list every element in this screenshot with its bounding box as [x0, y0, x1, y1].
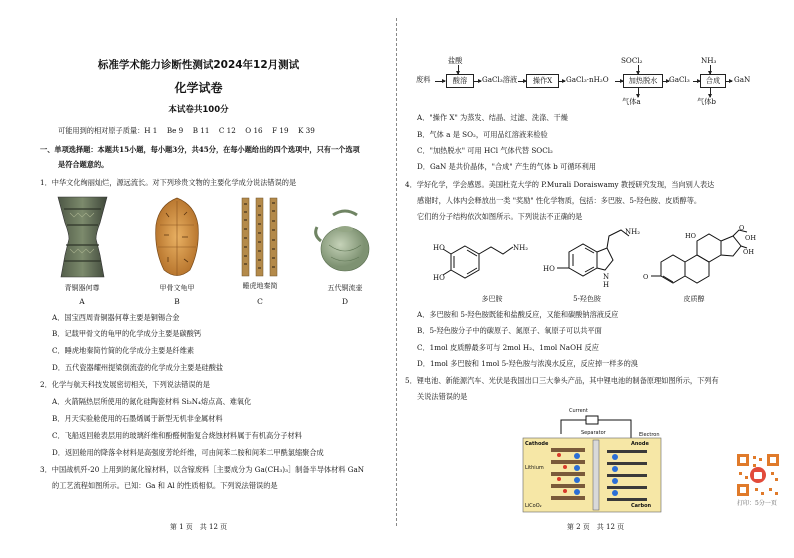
battery-diagram: [521, 408, 671, 514]
q4-stem-line2: 感谢时，人体内会释放出一类 "奖励" 性化学物质，包括：多巴胺、5-羟色胺、皮质醇等。: [417, 196, 702, 205]
flow-reagent-nh3: NH₃: [701, 56, 717, 65]
flow-reagent-socl2: SOCl₂: [621, 56, 643, 65]
exam-title: 标准学术能力诊断性测试2024年12月测试: [97, 59, 300, 71]
q1-option-b: B．记载甲骨文的龟甲的化学成分主要是碳酸钙: [52, 329, 202, 338]
battery-electron-label: Electron: [639, 432, 660, 438]
flow-arrow-5: [615, 81, 623, 82]
battery-carbon-label: Carbon: [631, 503, 652, 509]
svg-text:HO: HO: [685, 232, 696, 240]
flow-box-synthesize: 合成: [700, 74, 726, 88]
flow-arrow-2: [473, 81, 481, 82]
svg-text:HO: HO: [433, 244, 445, 252]
q4-stem-line3: 它们的分子结构依次如图所示。下列说法不正确的是: [417, 212, 583, 221]
q2-option-c: C．飞船返回舱表层用的玻璃纤维和酚醛树脂复合烧蚀材料属于有机高分子材料: [52, 431, 302, 440]
svg-text:H: H: [603, 281, 610, 289]
mol-name-cortisol: 皮质醇: [683, 295, 705, 303]
flow-arrow-socl2: [638, 65, 639, 74]
atomic-masses: 可能用到的相对原子质量：H 1 Be 9 B 11 C 12 O 16 F 19 K 39: [58, 126, 315, 135]
svg-text:NH₂: NH₂: [513, 244, 529, 252]
q1-option-d: D．五代瓷器耀州提梁倒流壶的化学成分主要是硅酸盐: [52, 363, 224, 372]
flow-arrow-nh3: [710, 65, 711, 74]
battery-anode-label: Anode: [631, 441, 649, 447]
q2-option-d: D．返回舱用的降落伞材料是高强度芳纶纤维，可由间苯二胺和间苯二甲酰氯缩聚合成: [52, 448, 324, 457]
total-score: 本试卷共100分: [168, 105, 229, 115]
print-label: 打印：5分一页: [737, 500, 777, 507]
bronze-vessel-image: [50, 195, 115, 280]
flow-product-hydrate: GaCl₃·nH₂O: [566, 75, 609, 84]
caption-c: 睡虎地秦简: [242, 282, 278, 290]
flow-product-gacl3-solution: GaCl₃溶液: [482, 75, 518, 84]
dopamine-structure: [435, 228, 530, 290]
svg-text:OH: OH: [743, 248, 754, 256]
q1-stem: 1．中华文化绚丽灿烂，源远流长。对下列珍贵文物的主要化学成分说法错误的是: [40, 178, 297, 187]
svg-text:OH: OH: [745, 234, 756, 242]
flow-arrow-7: [693, 81, 700, 82]
q3-option-b: B．气体 a 是 SO₂，可用品红溶液来检验: [417, 130, 548, 139]
flow-arrow-1: [435, 81, 445, 82]
battery-lithium-label: Lithium: [525, 465, 544, 471]
serotonin-structure: [543, 226, 641, 290]
section1-heading: 一、单项选择题：本题共15小题，每小题3分，共45分，在每小题给出的四个选项中，只有一个选项: [40, 145, 360, 154]
battery-cathode-label: Cathode: [525, 441, 549, 447]
flow-feed: 废料: [416, 75, 431, 84]
flow-gas-a: 气体a: [622, 97, 641, 106]
q1-option-c: C．睡虎地秦简竹简的化学成分主要是纤维素: [52, 346, 195, 355]
flow-arrow-6: [662, 81, 669, 82]
battery-current-label: Current: [569, 408, 588, 414]
letter-a: A: [79, 297, 85, 306]
svg-text:N: N: [603, 273, 610, 281]
left-page-footer: 第 1 页 共 12 页: [169, 523, 228, 531]
flow-arrow-4: [558, 81, 565, 82]
q3-stem-line1: 3．中国战机歼-20 上用到的氮化镓材料，以含镓废料［主要成分为 Ga(CH₃)₃］制备半导体材料 GaN: [40, 465, 365, 474]
flow-box-heat-dehydrate: 加热脱水: [623, 74, 663, 88]
q2-stem: 2．化学与航天科技发展密切相关，下列说法错误的是: [40, 380, 210, 389]
q4-stem-line1: 4．学好化学，学会感恩。美国杜克大学的 P.Murali Doraiswamy 教授研究发现，当向别人表达: [405, 180, 715, 189]
qr-code-icon[interactable]: [735, 452, 781, 498]
flow-arrow-8: [725, 81, 732, 82]
svg-text:O: O: [643, 273, 649, 281]
q2-option-b: B．月天实验舱使用的石墨烯属于新型无机非金属材料: [52, 414, 223, 423]
flow-product-gan: GaN: [734, 75, 751, 84]
caption-d: 五代铜流壶: [327, 284, 363, 292]
q3-option-a: A．"操作 X" 为蒸发、结晶、过滤、洗涤、干燥: [417, 113, 568, 122]
flow-arrow-3: [518, 81, 526, 82]
bamboo-slips-image: [240, 196, 280, 278]
flow-arrow-gas-a: [638, 88, 639, 97]
q1-option-a: A．国宝西周青铜器何尊主要是铜锡合金: [52, 313, 180, 322]
q5-stem-line2: 关说法错误的是: [417, 392, 468, 401]
q4-option-c: C．1mol 皮质醇最多可与 2mol H₂、1mol NaOH 反应: [417, 343, 599, 352]
right-page: [397, 0, 794, 558]
battery-drawing: [521, 408, 671, 514]
q3-option-d: D．GaN 是共价晶体，"合成" 产生的气体 b 可循环利用: [417, 162, 596, 171]
cortisol-structure: [643, 224, 756, 292]
q4-option-d: D．1mol 多巴胺和 1mol 5-羟色胺与浓溴水反应，反应掉一样多的溴: [417, 359, 638, 368]
flow-arrow-gas-b: [710, 88, 711, 97]
battery-licoo2-label: LiCoO₂: [525, 503, 542, 509]
flow-box-dissolve: 酸溶: [446, 74, 474, 88]
mol-name-dopamine: 多巴胺: [481, 295, 503, 303]
svg-text:HO: HO: [433, 274, 445, 282]
subject-title: 化学试卷: [174, 81, 223, 95]
flow-reagent-hcl: 盐酸: [448, 56, 463, 65]
svg-text:HO: HO: [543, 265, 555, 273]
letter-c: C: [257, 297, 263, 306]
q5-stem-line1: 5．锂电池、新能源汽车、光伏是我国出口三大拳头产品，其中锂电池的制备原理如图所示，下列有: [405, 376, 719, 385]
flow-box-operation-x: 操作X: [526, 74, 559, 88]
flow-gas-b: 气体b: [697, 97, 716, 106]
svg-text:NH₂: NH₂: [625, 228, 641, 236]
q3-option-c: C．"加热脱水" 可用 HCl 气体代替 SOCl₂: [417, 146, 553, 155]
celadon-teapot-image: [315, 205, 375, 277]
section1-heading-cont: 是符合题意的。: [58, 160, 109, 169]
letter-b: B: [174, 297, 180, 306]
letter-d: D: [341, 297, 348, 306]
caption-b: 甲骨文龟甲: [159, 284, 195, 292]
q3-stem-line2: 的工艺流程如图所示。已知：Ga 和 Al 的性质相似。下列说法错误的是: [52, 481, 278, 490]
mol-name-serotonin: 5-羟色胺: [573, 295, 601, 303]
q2-option-a: A．火箭隔热层所使用的氮化硅陶瓷材料 Si₃N₄熔点高、难氧化: [52, 397, 252, 406]
right-page-footer: 第 2 页 共 12 页: [566, 523, 625, 531]
q4-option-a: A．多巴胺和 5-羟色胺既能和盐酸反应，又能和碳酸钠溶液反应: [417, 310, 619, 319]
flow-arrow-hcl: [458, 65, 459, 74]
oracle-bone-image: [152, 195, 202, 280]
q4-option-b: B．5-羟色胺分子中的碳原子、氮原子、氧原子可以共平面: [417, 326, 602, 335]
caption-a: 青铜器何尊: [64, 284, 100, 292]
svg-text:O: O: [739, 224, 745, 232]
flow-product-gacl3: GaCl₃: [669, 75, 690, 84]
battery-separator-label: Separator: [581, 430, 606, 436]
